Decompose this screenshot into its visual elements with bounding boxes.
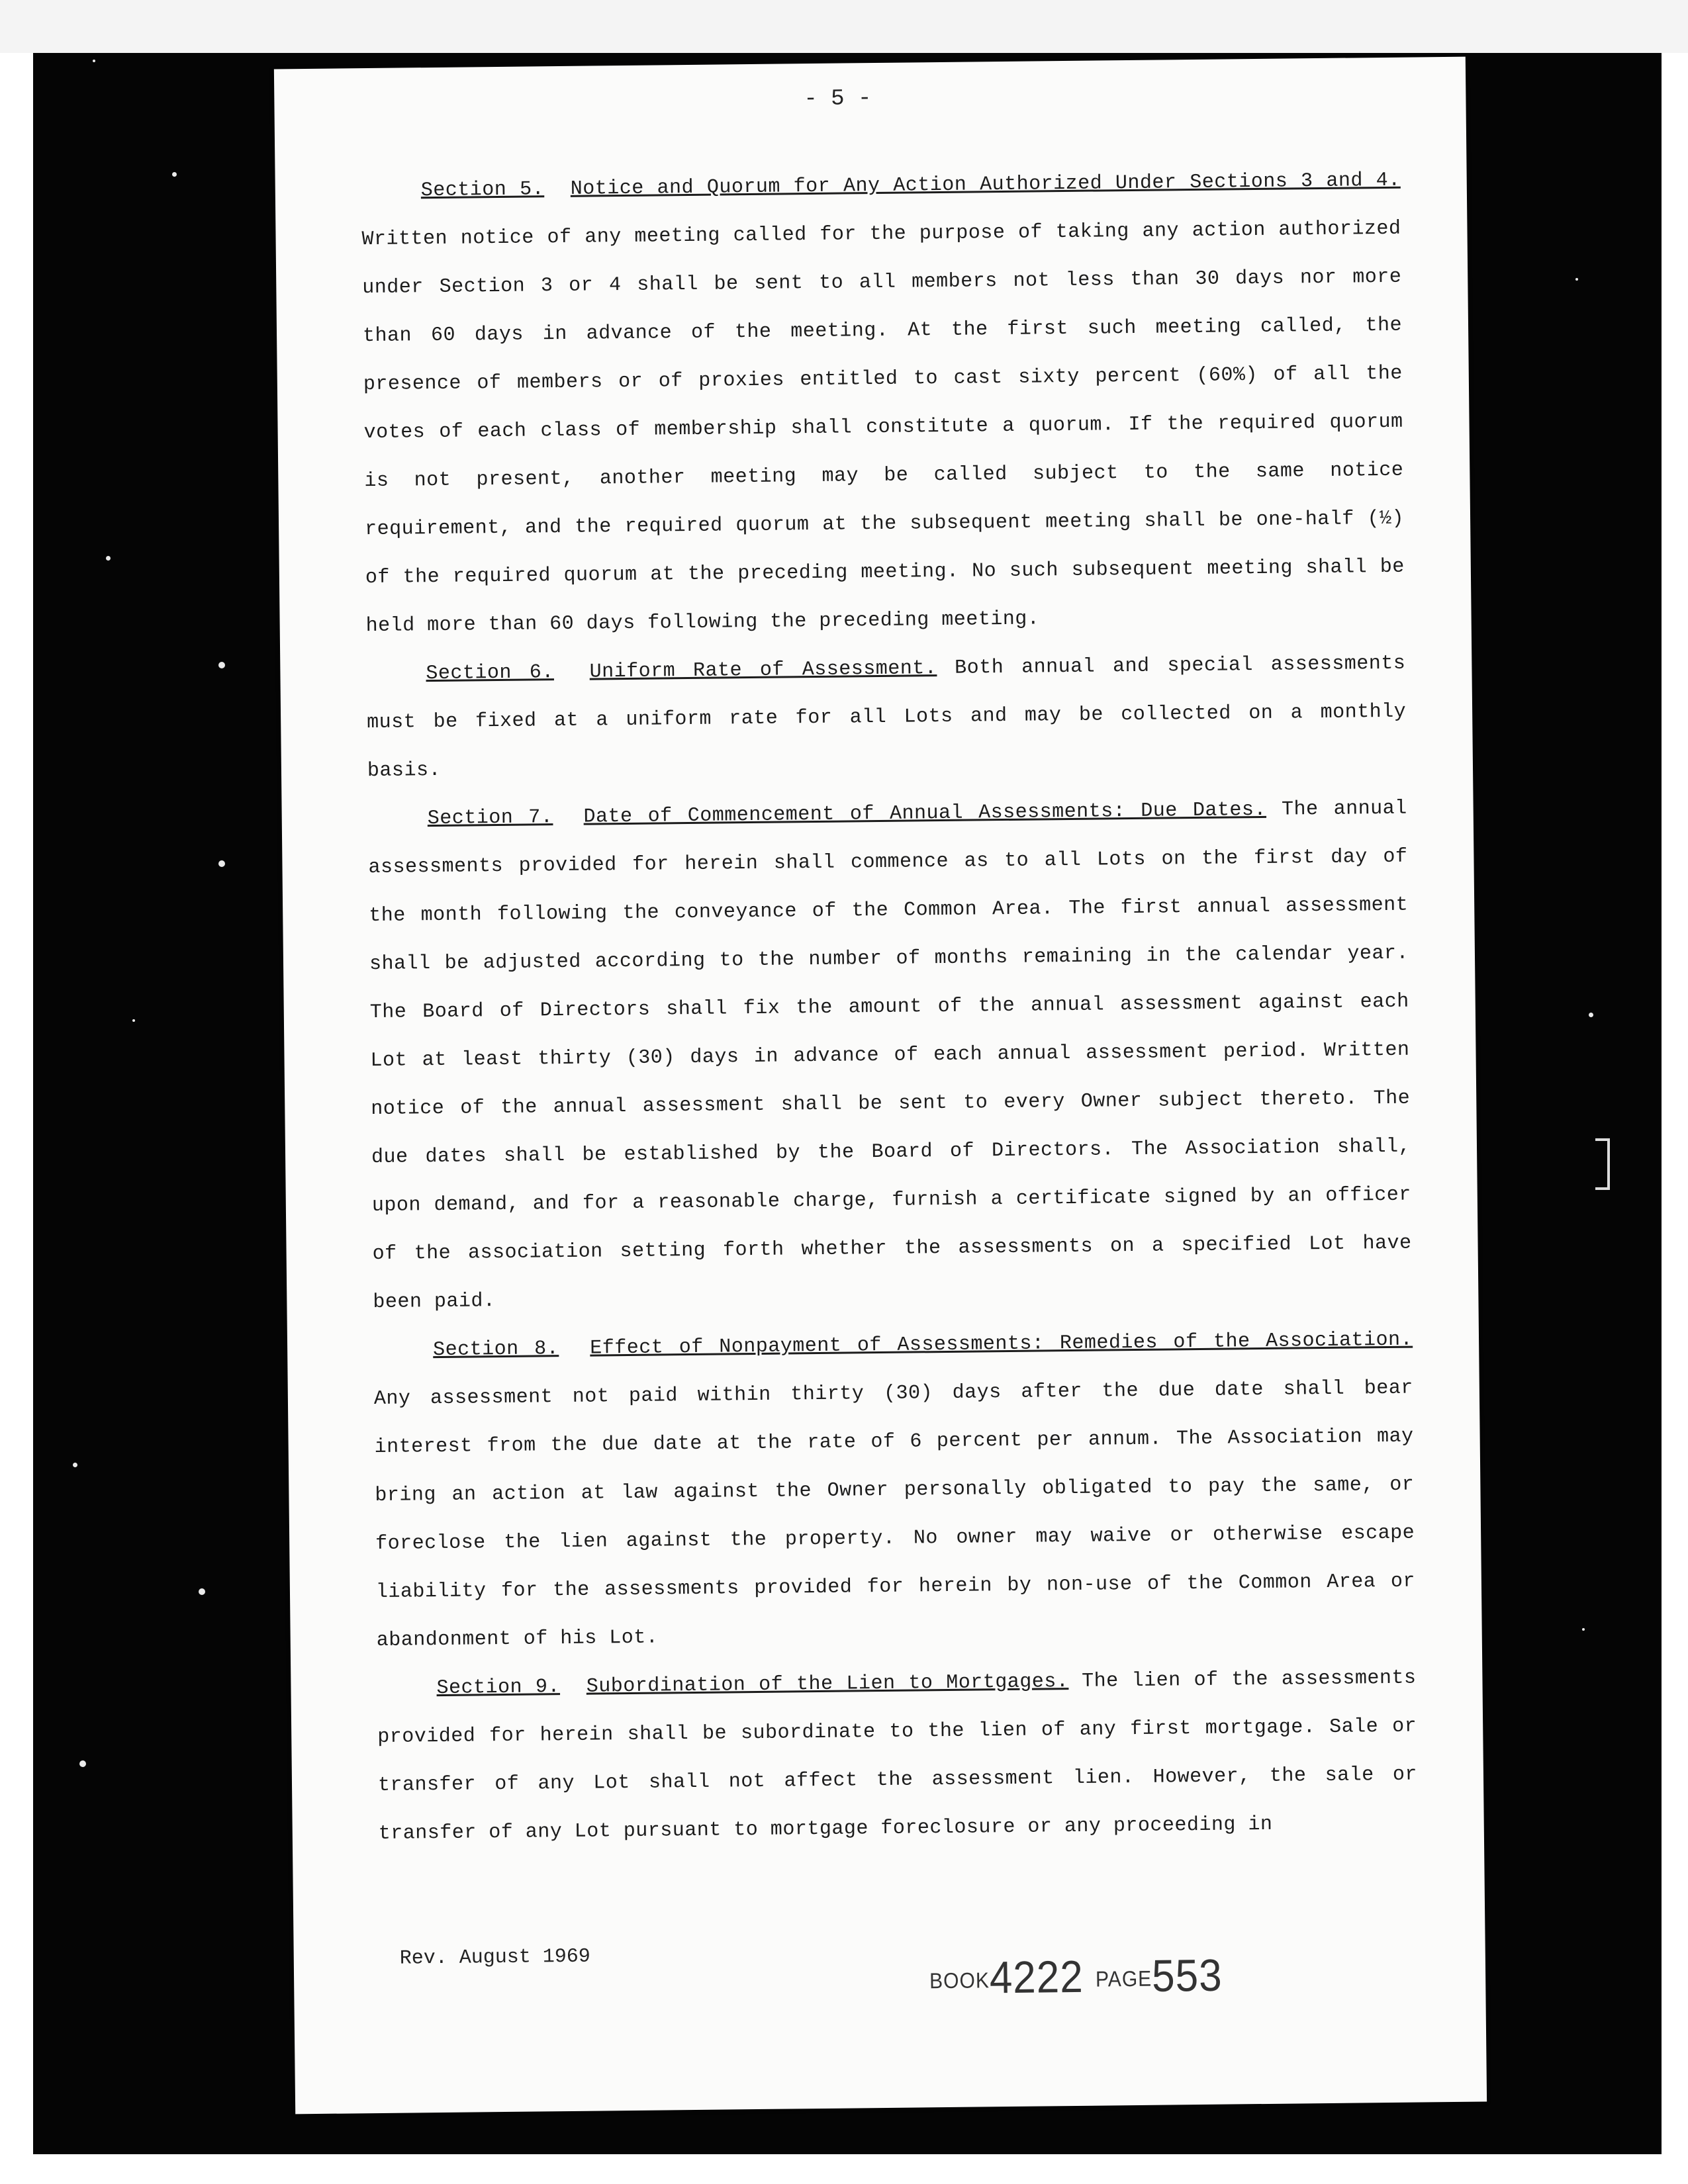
section-5-title: Notice and Quorum for Any Action Authorized Under Sections 3 and 4. (570, 169, 1401, 201)
scan-speck (132, 1019, 135, 1022)
section-9-heading: Section 9. (436, 1676, 561, 1700)
scan-edge-mark (1595, 1138, 1610, 1190)
section-8-heading: Section 8. (432, 1338, 559, 1362)
section-8-body: Any assessment not paid within thirty (30) days after the due date shall bear interest from the due date at the rate of 6 percent per annum. The Association may bring an action at law against the Owner personally obligated to pay the same, or foreclose the lien against the property. No owner may waive or otherwise escape liability for the assessments provided for herein by non-use of the Common Area or abandonment of his Lot. (373, 1377, 1416, 1653)
scan-speck (79, 1760, 86, 1767)
document-page (274, 57, 1487, 2115)
book-number: 4222 (989, 1952, 1084, 2003)
section-7-body: The annual assessments provided for herein shall commence as to all Lots on the first day of the month following the conveyance of the Common Area. The first annual assessment shall be adjusted according to the number of months remaining in the calendar year. The Board of Directors shall fix the amount of the annual assessment against each Lot at least thirty (30) days in advance of each annual assessment period. Written notice of the annual assessment shall be sent to every Owner subject thereto. The due dates shall be established by the Board of Directors. The Association shall, upon demand, and for a reasonable charge, furnish a certificate signed by an officer of the association setting forth whether the assessments on a specified Lot have been paid. (368, 797, 1412, 1314)
section-9 (377, 1655, 1418, 1858)
scan-speck (218, 662, 225, 668)
section-9-title: Subordination of the Lien to Mortgages. (586, 1670, 1069, 1698)
scan-speck (73, 1463, 77, 1467)
scan-speck (172, 172, 177, 177)
scan-speck (1575, 278, 1578, 281)
scan-speck (1582, 1628, 1585, 1631)
scan-speck (1589, 1013, 1593, 1017)
scan-speck (199, 1588, 205, 1595)
section-7 (367, 785, 1412, 1327)
section-7-heading: Section 7. (427, 806, 553, 831)
section-6 (366, 640, 1407, 796)
section-5-heading: Section 5. (420, 178, 545, 203)
scan-speck (93, 60, 95, 62)
section-5 (361, 157, 1405, 651)
section-9-body: The lien of the assessments provided for herein shall be subordinate to the lien of any first mortgage. Sale or transfer of any Lot shall not affect the assessment lien. However, the sale or transfer of any Lot pursuant to mortgage foreclosure or any proceeding in (377, 1666, 1418, 1846)
book-label: BOOK (929, 1968, 990, 1993)
section-6-title: Uniform Rate of Assessment. (589, 657, 937, 684)
document-body (361, 157, 1418, 1858)
scan-bottom-margin (0, 2154, 1688, 2184)
book-page-stamp (929, 1950, 1223, 2005)
revision-date: Rev. August 1969 (399, 1945, 590, 1970)
book-page-number: 553 (1151, 1950, 1223, 2002)
scan-speck (218, 860, 225, 867)
section-7-title: Date of Commencement of Annual Assessments: Due Dates. (583, 798, 1267, 829)
page-number: - 5 - (804, 86, 872, 113)
page-label: PAGE (1095, 1967, 1152, 1992)
scan-top-margin (0, 0, 1688, 53)
scan-speck (106, 556, 111, 561)
section-5-body: Written notice of any meeting called for the purpose of taking any action authorized under Section 3 or 4 shall be sent to all members not less than 30 days nor more than 60 days in advance of the meeting. At the first such meeting called, the presence of members or of proxies entitled to cast sixty percent (60%) of all the votes of each class of membership shall constitute a quorum. If the required quorum is not present, another meeting may be called subject to the same notice requirement, and the required quorum at the subsequent meeting shall be one-half (½) of the required quorum at the preceding meeting. No such subsequent meeting shall be held more than 60 days following the preceding meeting. (361, 217, 1405, 638)
section-6-body: Both annual and special assessments must be fixed at a uniform rate for all Lots and may be collected on a monthly basis. (367, 652, 1407, 783)
section-8 (373, 1316, 1416, 1665)
section-6-heading: Section 6. (426, 661, 555, 686)
section-8-title: Effect of Nonpayment of Assessments: Remedies of the Association. (590, 1328, 1413, 1360)
